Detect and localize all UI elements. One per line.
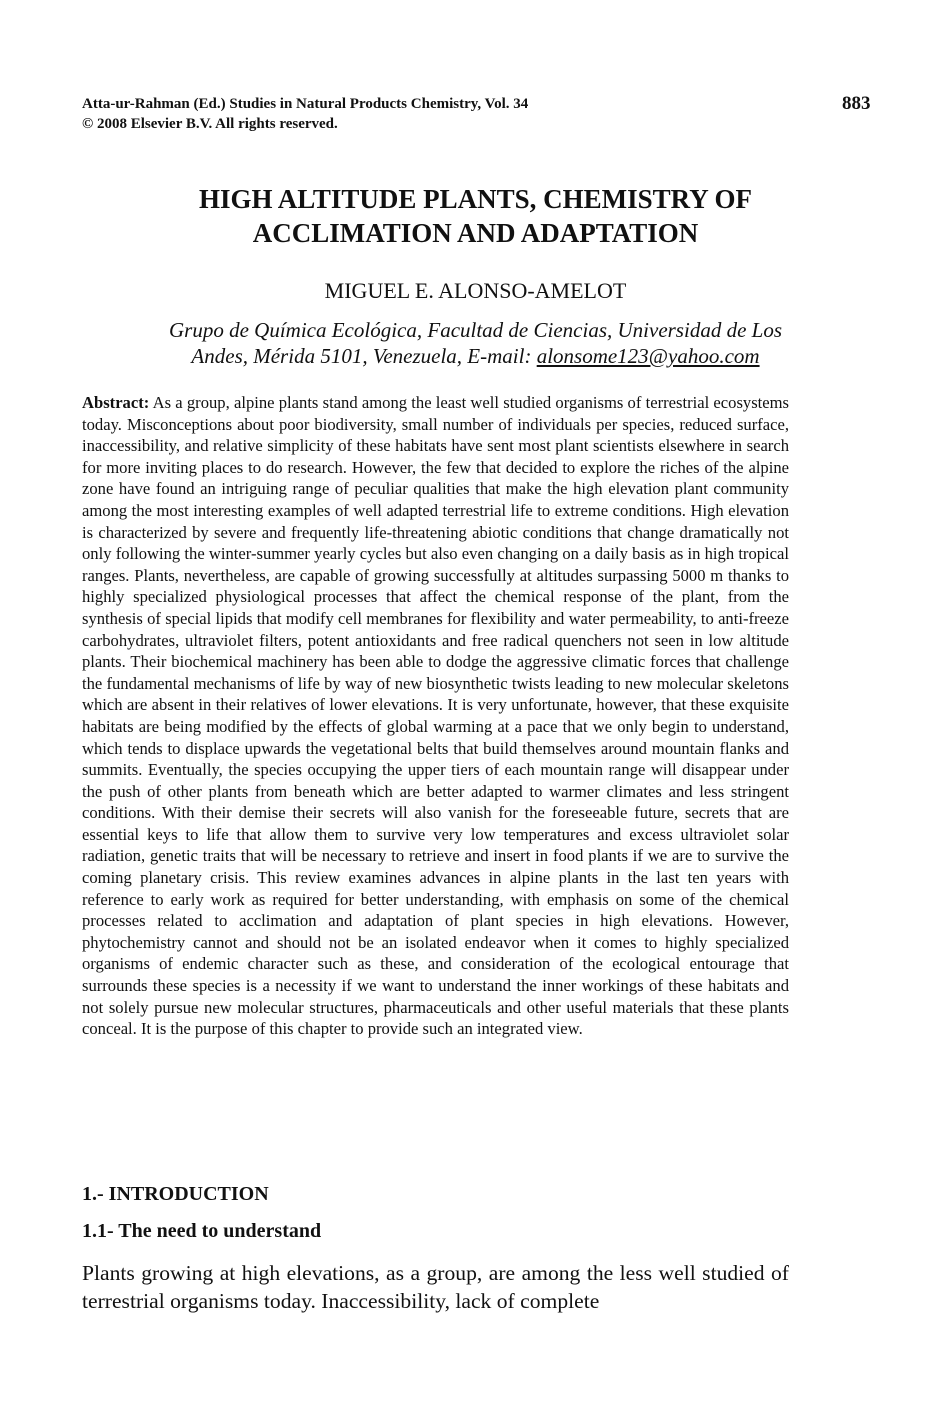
affiliation-address: Andes, Mérida 5101, Venezuela, E-mail: (191, 344, 537, 368)
citation-line: Atta-ur-Rahman (Ed.) Studies in Natural Products Chemistry, Vol. 34 (82, 96, 529, 112)
chapter-title (82, 182, 869, 250)
copyright-line: © 2008 Elsevier B.V. All rights reserved. (82, 116, 338, 132)
email-link[interactable]: alonsome123@yahoo.com (536, 344, 760, 368)
title-line-1: HIGH ALTITUDE PLANTS, CHEMISTRY OF (199, 184, 752, 214)
affiliation-line-2 (82, 343, 869, 369)
abstract-label: Abstract: (82, 393, 150, 412)
page-number: 883 (842, 93, 871, 114)
abstract-paragraph (82, 392, 789, 1040)
affiliation-line-1: Grupo de Química Ecológica, Facultad de Ciencias, Universidad de Los (169, 318, 782, 342)
subsection-heading: 1.1- The need to understand (82, 1220, 322, 1242)
section-heading: 1.- INTRODUCTION (82, 1183, 269, 1205)
author-affiliation (82, 317, 869, 369)
body-paragraph: Plants growing at high elevations, as a group, are among the less well studied of terrestrial organisms today. Inaccessibility, lack of complete (82, 1261, 789, 1313)
abstract-text: As a group, alpine plants stand among the least well studied organisms of terrestrial ecosystems today. Misconceptions about poor biodiversity, small number of individuals per species, reduced surface, inaccessibility, and relative simplicity of these habitats have sent most plant scientists elsewhere in search for more inviting places to do research. However, the few that decided to explore the riches of the alpine zone have found an intriguing range of peculiar qualities that make the high elevation plant community among the most interesting examples of well adapted terrestrial life to extreme conditions. High elevation is characterized by severe and frequently life-threatening abiotic conditions that change dramatically not only following the winter-summer yearly cycles but also even changing on a daily basis as in high tropical ranges. Plants, nevertheless, are capable of growing successfully at altitudes surpassing 5000 m thanks to highly specialized physiological processes that affect the chemical response of the plant, from the synthesis of special lipids that modify cell membranes for flexibility and water permeability, to anti-freeze carbohydrates, ultraviolet filters, potent antioxidants and free radical quenchers not seen in low altitude plants. Their biochemical machinery has been able to dodge the aggressive climatic forces that challenge the fundamental mechanisms of life by way of new biosynthetic twists leading to new molecular skeletons which are absent in their relatives of lower elevations. It is very unfortunate, however, that these exquisite habitats are being modified by the effects of global warming at a pace that we only begin to understand, which tends to displace upwards the vegetational belts that build themselves around mountain flanks and summits. Eventually, the species occupying the upper tiers of each mountain range will disappear under the push of other plants from beneath which are better adapted to warmer climates and less stringent conditions. With their demise their secrets will also vanish for the foreseeable future, secrets that are essential keys to life that allow them to survive very low temperatures and excess ultraviolet solar radiation, genetic traits that will be necessary to retrieve and insert in food plants if we are to survive the coming planetary crisis. This review examines advances in alpine plants in the last ten years with reference to early work as required for better understanding, with emphasis on some of the chemical processes related to acclimation and adaptation of plant species in high elevations. However, phytochemistry cannot and should not be an isolated endeavor when it comes to highly specialized organisms of endemic character such as these, and consideration of the ecological entourage that surrounds these species is a necessity if we want to understand the inner workings of these habitats and not solely pursue new molecular structures, pharmaceuticals and other useful materials that these plants conceal. It is the purpose of this chapter to provide such an integrated view. (82, 393, 789, 1039)
author-name: MIGUEL E. ALONSO-AMELOT (324, 278, 627, 303)
running-header (82, 94, 528, 134)
title-line-2: ACCLIMATION AND ADAPTATION (252, 218, 699, 248)
